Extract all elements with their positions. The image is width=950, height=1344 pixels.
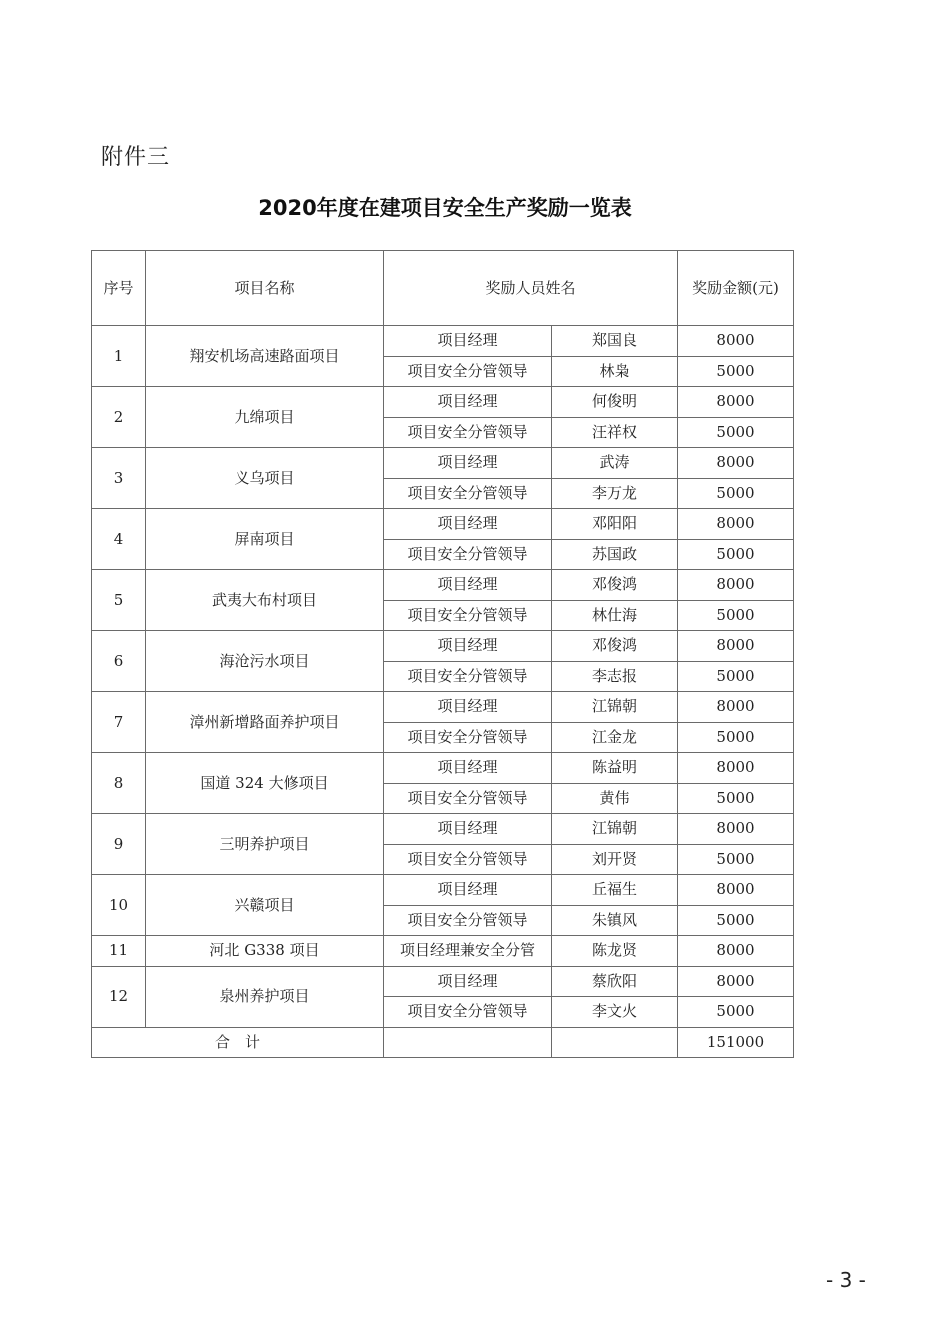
row-index: 8	[92, 753, 146, 814]
row-amount: 5000	[678, 722, 794, 753]
row-project: 兴赣项目	[146, 875, 384, 936]
row-person: 李志报	[552, 661, 678, 692]
row-role: 项目安全分管领导	[384, 600, 552, 631]
row-role: 项目经理	[384, 814, 552, 845]
row-project: 翔安机场高速路面项目	[146, 326, 384, 387]
reward-table	[91, 250, 794, 1058]
row-role: 项目安全分管领导	[384, 905, 552, 936]
row-project: 三明养护项目	[146, 814, 384, 875]
row-role: 项目经理	[384, 966, 552, 997]
row-role: 项目经理	[384, 387, 552, 418]
row-role: 项目经理	[384, 692, 552, 723]
table-header-row	[92, 251, 794, 326]
row-amount: 8000	[678, 875, 794, 906]
row-amount: 5000	[678, 997, 794, 1028]
total-role	[384, 1027, 552, 1058]
row-amount: 5000	[678, 600, 794, 631]
row-person: 陈益明	[552, 753, 678, 784]
row-role: 项目经理	[384, 875, 552, 906]
row-person: 江锦朝	[552, 814, 678, 845]
row-project: 国道 324 大修项目	[146, 753, 384, 814]
row-project: 河北 G338 项目	[146, 936, 384, 967]
row-amount: 8000	[678, 387, 794, 418]
row-project: 九绵项目	[146, 387, 384, 448]
row-index: 11	[92, 936, 146, 967]
row-role: 项目经理	[384, 631, 552, 662]
row-person: 江锦朝	[552, 692, 678, 723]
row-person: 李万龙	[552, 478, 678, 509]
row-role: 项目经理	[384, 448, 552, 479]
row-amount: 8000	[678, 936, 794, 967]
row-project: 武夷大布村项目	[146, 570, 384, 631]
row-index: 10	[92, 875, 146, 936]
row-amount: 5000	[678, 478, 794, 509]
row-person: 林仕海	[552, 600, 678, 631]
row-person: 黄伟	[552, 783, 678, 814]
table-row	[92, 387, 794, 418]
row-amount: 8000	[678, 966, 794, 997]
attachment-label: 附件三	[101, 145, 171, 170]
row-amount: 8000	[678, 326, 794, 357]
header-index: 序号	[92, 251, 146, 326]
table-row	[92, 753, 794, 784]
row-index: 4	[92, 509, 146, 570]
row-person: 武涛	[552, 448, 678, 479]
row-person: 邓俊鸿	[552, 570, 678, 601]
row-person: 林枭	[552, 356, 678, 387]
table-row	[92, 448, 794, 479]
row-index: 3	[92, 448, 146, 509]
row-index: 2	[92, 387, 146, 448]
row-role: 项目安全分管领导	[384, 539, 552, 570]
table-row	[92, 875, 794, 906]
row-index: 9	[92, 814, 146, 875]
page-number: - 3 -	[826, 1268, 866, 1292]
table-row	[92, 966, 794, 997]
row-role: 项目安全分管领导	[384, 844, 552, 875]
row-project: 义乌项目	[146, 448, 384, 509]
row-index: 5	[92, 570, 146, 631]
row-role: 项目经理	[384, 570, 552, 601]
header-project-name: 项目名称	[146, 251, 384, 326]
row-amount: 8000	[678, 753, 794, 784]
row-person: 邓阳阳	[552, 509, 678, 540]
table-row	[92, 692, 794, 723]
total-row	[92, 1027, 794, 1058]
table-row	[92, 509, 794, 540]
total-person	[552, 1027, 678, 1058]
total-amount: 151000	[678, 1027, 794, 1058]
row-role: 项目安全分管领导	[384, 722, 552, 753]
row-amount: 8000	[678, 570, 794, 601]
header-amount: 奖励金额(元)	[678, 251, 794, 326]
document-title: 2020年度在建项目安全生产奖励一览表	[258, 196, 632, 220]
table-row	[92, 326, 794, 357]
row-amount: 5000	[678, 539, 794, 570]
row-amount: 8000	[678, 692, 794, 723]
row-person: 郑国良	[552, 326, 678, 357]
row-role: 项目经理	[384, 509, 552, 540]
row-project: 泉州养护项目	[146, 966, 384, 1027]
row-role: 项目安全分管领导	[384, 417, 552, 448]
row-person: 何俊明	[552, 387, 678, 418]
row-amount: 5000	[678, 783, 794, 814]
row-role: 项目安全分管领导	[384, 997, 552, 1028]
row-role: 项目经理	[384, 326, 552, 357]
row-project: 屏南项目	[146, 509, 384, 570]
row-project: 海沧污水项目	[146, 631, 384, 692]
table-row	[92, 570, 794, 601]
row-person: 朱镇风	[552, 905, 678, 936]
row-role: 项目安全分管领导	[384, 478, 552, 509]
row-amount: 5000	[678, 844, 794, 875]
row-amount: 5000	[678, 905, 794, 936]
row-amount: 8000	[678, 631, 794, 662]
row-role: 项目经理	[384, 753, 552, 784]
row-person: 刘开贤	[552, 844, 678, 875]
row-amount: 5000	[678, 417, 794, 448]
row-amount: 8000	[678, 814, 794, 845]
row-project: 漳州新增路面养护项目	[146, 692, 384, 753]
row-person: 江金龙	[552, 722, 678, 753]
row-person: 苏国政	[552, 539, 678, 570]
row-person: 陈龙贤	[552, 936, 678, 967]
row-amount: 8000	[678, 448, 794, 479]
row-person: 蔡欣阳	[552, 966, 678, 997]
row-index: 7	[92, 692, 146, 753]
row-amount: 8000	[678, 509, 794, 540]
row-person: 邓俊鸿	[552, 631, 678, 662]
row-role: 项目安全分管领导	[384, 661, 552, 692]
row-index: 6	[92, 631, 146, 692]
row-amount: 5000	[678, 661, 794, 692]
total-label: 合 计	[92, 1027, 384, 1058]
row-person: 丘福生	[552, 875, 678, 906]
row-role: 项目安全分管领导	[384, 783, 552, 814]
row-role: 项目经理兼安全分管	[384, 936, 552, 967]
row-person: 汪祥权	[552, 417, 678, 448]
row-amount: 5000	[678, 356, 794, 387]
row-index: 12	[92, 966, 146, 1027]
table-row	[92, 814, 794, 845]
row-index: 1	[92, 326, 146, 387]
table-row	[92, 936, 794, 967]
row-role: 项目安全分管领导	[384, 356, 552, 387]
row-person: 李文火	[552, 997, 678, 1028]
header-person-name: 奖励人员姓名	[384, 251, 678, 326]
table-row	[92, 631, 794, 662]
